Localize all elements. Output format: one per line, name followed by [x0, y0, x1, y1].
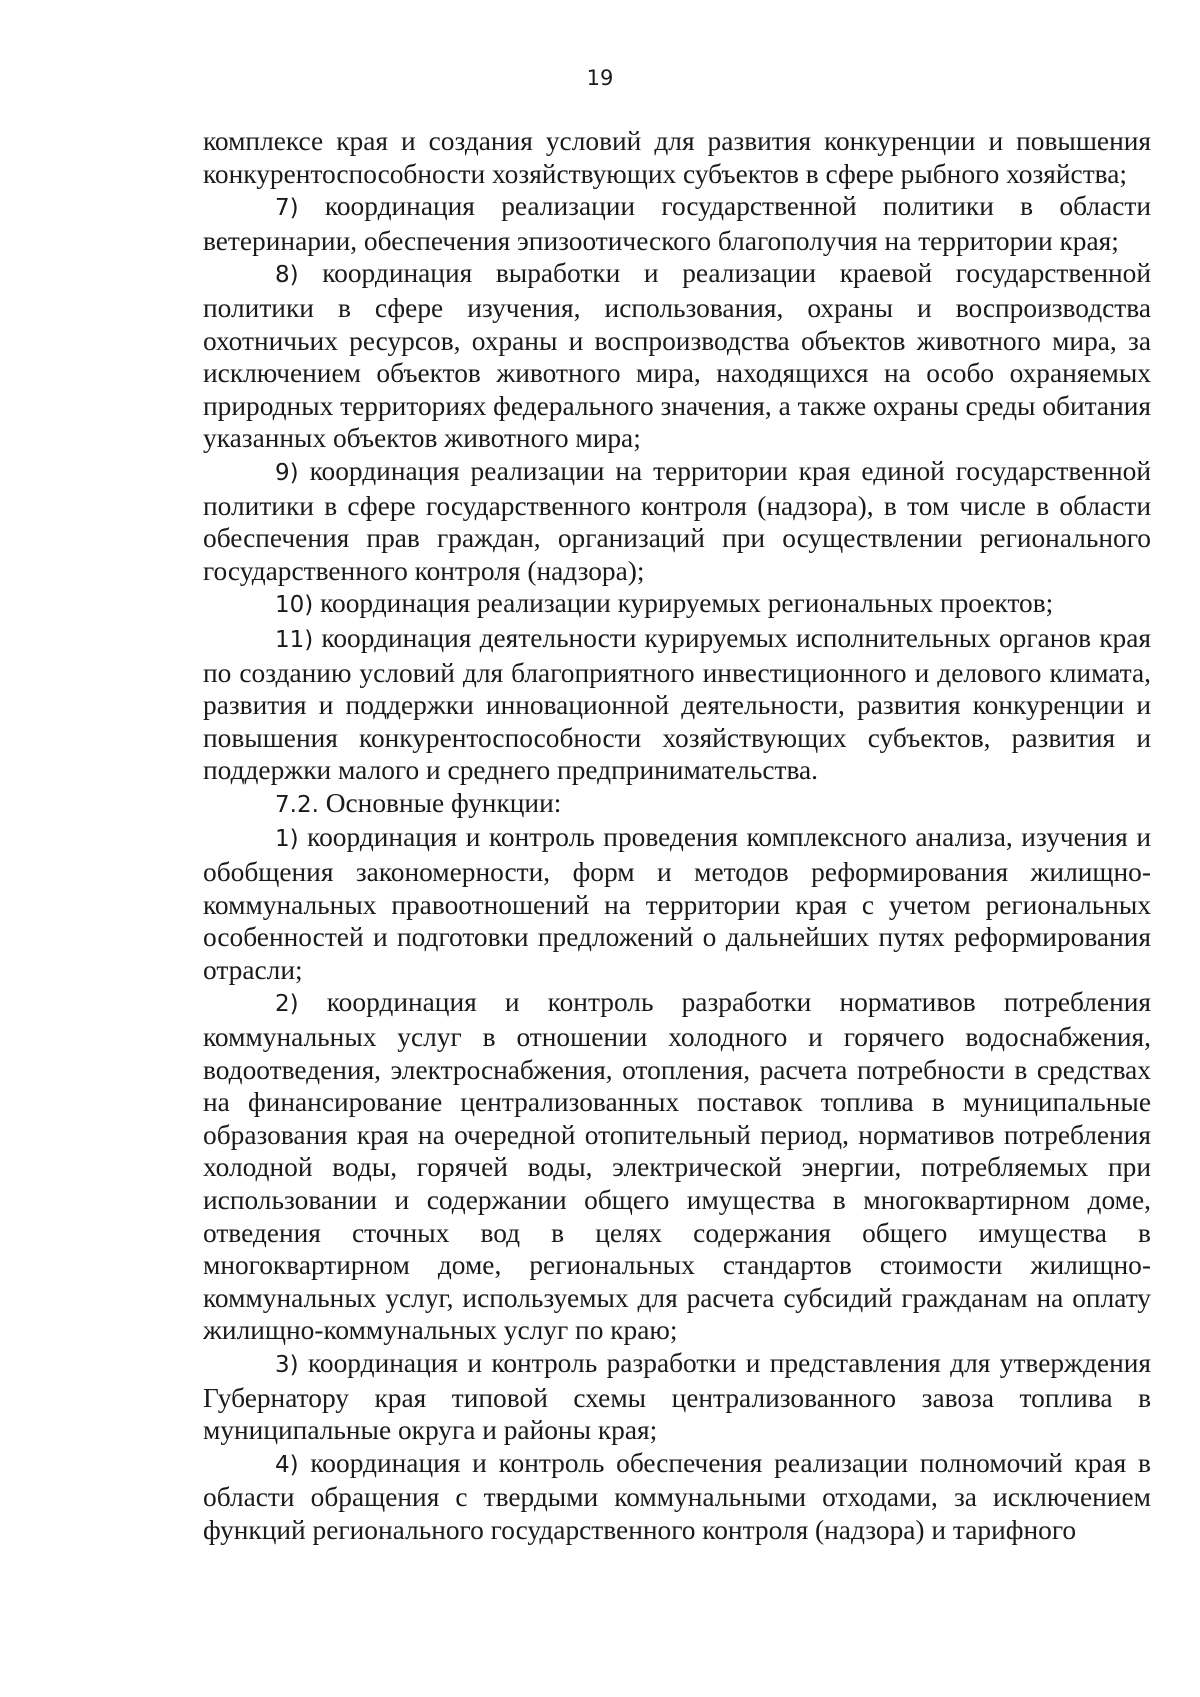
paragraph-item-10	[203, 587, 1151, 622]
document-body	[203, 125, 1151, 1547]
item-number: 11)	[275, 626, 314, 653]
section-title: Основные функции:	[318, 787, 562, 818]
section-heading-7-2	[203, 787, 1151, 822]
paragraph-function-2	[203, 986, 1151, 1347]
item-number: 7)	[275, 195, 299, 222]
paragraph-item-9	[203, 455, 1151, 587]
page-number: 19	[586, 66, 614, 90]
item-number: 10)	[275, 592, 314, 619]
item-number: 1)	[275, 826, 299, 853]
paragraph-function-3	[203, 1347, 1151, 1447]
paragraph-continuation	[203, 125, 1151, 190]
section-number: 7.2.	[275, 791, 319, 818]
paragraph-item-7	[203, 190, 1151, 257]
paragraph-text: координация и контроль разработки нормативов потребления коммунальных услуг в отношении холодного и горячего водоснабжения, водоотведения, электроснабжения, отопления, расчета потребности в средствах на финансирование централизованных поставок топлива в муниципальные образования края на очередной отопительный период, нормативов потребления холодной воды, горячей воды, электрической энергии, потребляемых при использовании и содержании общего имущества в многоквартирном доме, отведения сточных вод в целях содержания общего имущества в многоквартирном доме, региональных стандартов стоимости жилищно-коммунальных услуг, используемых для расчета субсидий гражданам на оплату жилищно-коммунальных услуг по краю;	[203, 987, 1151, 1346]
paragraph-text: координация и контроль разработки и представления для утверждения Губернатору края типовой схемы централизованного завоза топлива в муниципальные округа и районы края;	[203, 1347, 1151, 1446]
paragraph-text: комплексе края и создания условий для развития конкуренции и повышения конкурентоспособности хозяйствующих субъектов в сфере рыбного хозяйства;	[203, 126, 1151, 189]
item-number: 4)	[275, 1451, 299, 1478]
paragraph-item-11	[203, 622, 1151, 787]
paragraph-function-4	[203, 1447, 1151, 1547]
paragraph-text: координация и контроль проведения комплексного анализа, изучения и обобщения закономерности, форм и методов реформирования жилищно-коммунальных правоотношений на территории края с учетом региональных особенностей и подготовки предложений о дальнейших путях реформирования отрасли;	[203, 822, 1151, 985]
item-number: 8)	[275, 262, 299, 289]
paragraph-text: координация выработки и реализации краевой государственной политики в сфере изучения, использования, охраны и воспроизводства охотничьих ресурсов, охраны и воспроизводства объектов животного мира, за исключением объектов животного мира, находящихся на особо охраняемых природных территориях федерального значения, а также охраны среды обитания указанных объектов животного мира;	[203, 258, 1151, 454]
paragraph-text: координация реализации курируемых региональных проектов;	[313, 588, 1054, 619]
paragraph-text: координация реализации на территории края единой государственной политики в сфере государственного контроля (надзора), в том числе в области обеспечения прав граждан, организаций при осуществлении регионального государственного контроля (надзора);	[203, 455, 1151, 586]
paragraph-function-1	[203, 821, 1151, 986]
paragraph-text: координация реализации государственной политики в области ветеринарии, обеспечения эпизоотического благополучия на территории края;	[203, 191, 1151, 256]
paragraph-text: координация и контроль обеспечения реализации полномочий края в области обращения с твердыми коммунальными отходами, за исключением функций регионального государственного контроля (надзора) и тарифного	[203, 1447, 1151, 1545]
paragraph-text: координация деятельности курируемых исполнительных органов края по созданию условий для благоприятного инвестиционного и делового климата, развития и поддержки инновационной деятельности, развития конкуренции и повышения конкурентоспособности хозяйствующих субъектов, развития и поддержки малого и среднего предпринимательства.	[203, 622, 1151, 786]
paragraph-item-8	[203, 257, 1151, 455]
item-number: 2)	[275, 991, 299, 1018]
item-number: 9)	[275, 459, 299, 486]
item-number: 3)	[275, 1351, 299, 1378]
